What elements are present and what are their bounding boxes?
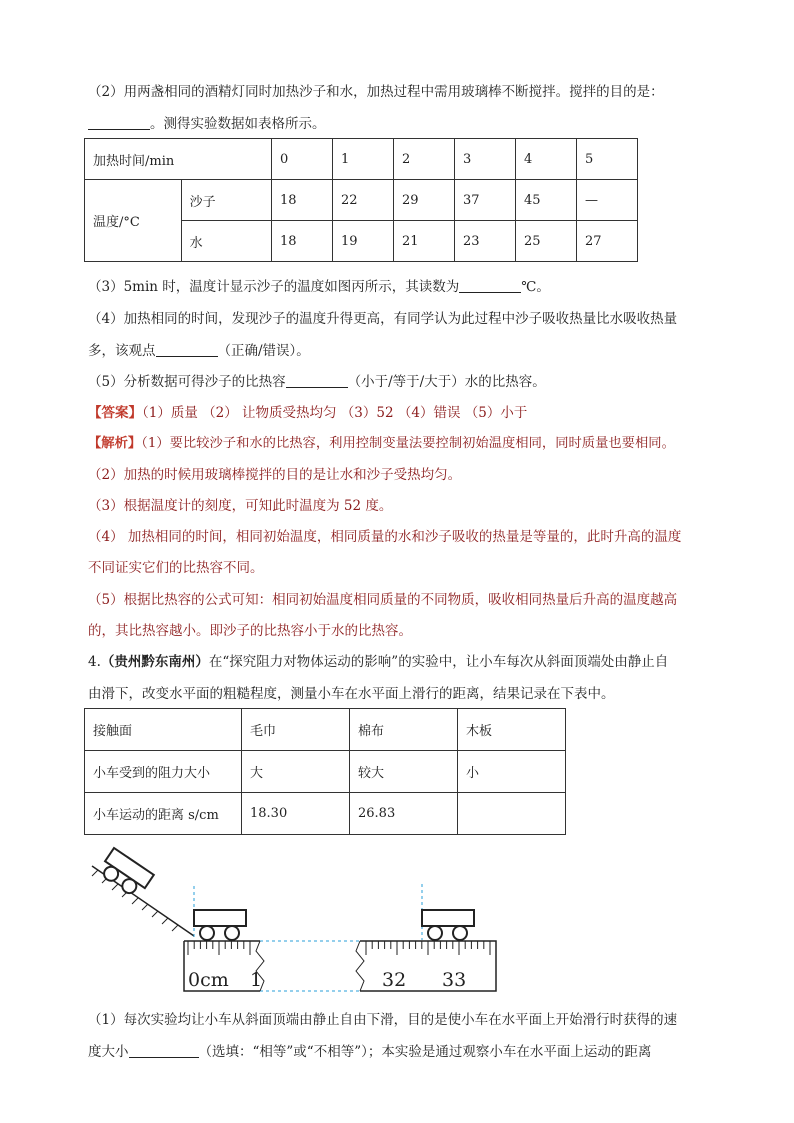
- table-cell: 毛巾: [242, 709, 350, 751]
- ruler-ticks-left: [188, 941, 250, 955]
- table-cell: 木板: [458, 709, 566, 751]
- analysis-line-2: （2）加热的时候用玻璃棒搅拌的目的是让水和沙子受热均匀。: [88, 467, 462, 483]
- ruler-break-right: [356, 941, 364, 991]
- table-cell: 19: [333, 221, 394, 262]
- heating-data-table: [84, 138, 638, 262]
- analysis-line-5b: 的，其比热容越小。即沙子的比热容小于水的比热容。: [88, 623, 412, 639]
- table-cell: 3: [455, 139, 516, 180]
- question-3-part-4-cont: [88, 341, 708, 361]
- question-3-part-2: [88, 82, 708, 102]
- table-row: [85, 751, 566, 793]
- table-cell: 1: [333, 139, 394, 180]
- table-cell: 棉布: [350, 709, 458, 751]
- analysis-line-3: （3）根据温度计的刻度，可知此时温度为 52 度。: [88, 498, 393, 514]
- friction-table: [84, 708, 566, 835]
- table-cell: —: [577, 180, 638, 221]
- table-cell: 37: [455, 180, 516, 221]
- question-number: 4.: [88, 654, 101, 670]
- ruler-label: 0cm: [188, 969, 229, 991]
- analysis-text: （1）要比较沙子和水的比热容，利用控制变量法要控制初始温度相同，同时质量也要相同。: [141, 436, 675, 451]
- q5-text: （5）分析数据可得沙子的比热容: [88, 374, 286, 390]
- cart-on-incline: [97, 848, 154, 900]
- table-row-label: 水: [181, 221, 271, 262]
- table-cell: 22: [333, 180, 394, 221]
- ruler-label: 1: [250, 969, 263, 991]
- q4-text-b1: 多，该观点: [88, 343, 156, 359]
- question-text: 在“探究阻力对物体运动的影响”的实验中，让小车每次从斜面顶端处由静止自: [208, 654, 669, 670]
- answer-blank[interactable]: [88, 115, 150, 130]
- table-cell: 18: [272, 221, 333, 262]
- analysis-line-1: [88, 434, 708, 454]
- q2-text-cont: 。测得实验数据如表格所示。: [150, 116, 326, 132]
- question-4-intro-cont: 由滑下，改变水平面的粗糙程度，测量小车在水平面上滑行的距离，结果记录在下表中。: [88, 686, 615, 702]
- analysis-line-5a: （5）根据比热容的公式可知：相同初始温度相同质量的不同物质，吸收相同热量后升高的温度越高: [88, 592, 678, 608]
- table-cell: 小车受到的阻力大小: [85, 751, 242, 793]
- table-header-cell: 加热时间/min: [85, 139, 272, 180]
- answer-blank[interactable]: [129, 1043, 199, 1058]
- table-row-label: 沙子: [181, 180, 271, 221]
- question-3-part-2-cont: [88, 114, 708, 134]
- q3-text-cont: ℃。: [521, 279, 550, 295]
- question-source: （贵州黔东南州）: [100, 654, 209, 670]
- q4-text-b2: （正确/错误）。: [217, 343, 310, 359]
- table-cell: [458, 793, 566, 835]
- table-cell: 2: [394, 139, 455, 180]
- q4p1-text-cont: （选填：“相等”或“不相等”）；本实验是通过观察小车在水平面上运动的距离: [198, 1044, 652, 1060]
- answer-line: [88, 403, 708, 423]
- cart-start: [194, 910, 246, 940]
- answer-tag: 【答案】: [88, 405, 142, 421]
- answer-blank[interactable]: [156, 342, 218, 357]
- ruler-ticks-right: [366, 941, 490, 955]
- answer-text: （1）质量 （2） 让物质受热均匀 （3）52 （4）错误 （5）小于: [142, 405, 528, 421]
- table-cell: 18.30: [242, 793, 350, 835]
- ruler-label: 33: [442, 969, 467, 991]
- analysis-line-4a: （4） 加热相同的时间，相同初始温度，相同质量的水和沙子吸收的热量是等量的，此时升高的温度: [88, 529, 682, 545]
- q2-text: （2）用两盏相同的酒精灯同时加热沙子和水，加热过程中需用玻璃棒不断搅拌。搅拌的目的是：: [88, 84, 664, 100]
- table-cell: 26.83: [350, 793, 458, 835]
- question-4-part-1-cont: [88, 1042, 708, 1062]
- q4p1-text: 度大小: [88, 1044, 129, 1060]
- table-cell: 21: [394, 221, 455, 262]
- table-cell: 大: [242, 751, 350, 793]
- cart-end: [422, 910, 474, 940]
- analysis-line-4b: 不同证实它们的比热容不同。: [88, 560, 264, 576]
- table-cell: 45: [516, 180, 577, 221]
- ruler-label: 32: [382, 969, 407, 991]
- question-4-intro: [88, 652, 708, 672]
- q3-text: （3）5min 时，温度计显示沙子的温度如图丙所示，其读数为: [88, 279, 460, 295]
- table-cell: 小车运动的距离 s/cm: [85, 793, 242, 835]
- table-row: [85, 139, 638, 180]
- table-cell: 4: [516, 139, 577, 180]
- table-row: [85, 180, 638, 221]
- analysis-tag: 【解析】: [88, 436, 142, 451]
- q4-text: （4）加热相同的时间，发现沙子的温度升得更高，有同学认为此过程中沙子吸收热量比水吸收热量: [88, 311, 678, 327]
- table-cell: 18: [272, 180, 333, 221]
- answer-blank[interactable]: [286, 373, 348, 388]
- table-cell: 0: [272, 139, 333, 180]
- table-cell: 接触面: [85, 709, 242, 751]
- table-cell: 25: [516, 221, 577, 262]
- table-cell: 29: [394, 180, 455, 221]
- incline-cart-ruler-figure: [84, 840, 504, 1000]
- table-cell: 23: [455, 221, 516, 262]
- table-cell: 27: [577, 221, 638, 262]
- table-row: [85, 709, 566, 751]
- table-cell: 较大: [350, 751, 458, 793]
- table-cell: 5: [577, 139, 638, 180]
- table-cell: 小: [458, 751, 566, 793]
- answer-blank[interactable]: [459, 278, 521, 293]
- question-3-part-5: [88, 372, 708, 392]
- question-4-part-1: （1）每次实验均让小车从斜面顶端由静止自由下滑，目的是使小车在水平面上开始滑行时获得的速: [88, 1012, 678, 1028]
- q5-text-cont: （小于/等于/大于）水的比热容。: [347, 374, 546, 390]
- question-3-part-4: [88, 309, 708, 329]
- table-row: [85, 793, 566, 835]
- table-group-cell: 温度/°C: [85, 180, 182, 262]
- question-3-part-3: [88, 277, 708, 297]
